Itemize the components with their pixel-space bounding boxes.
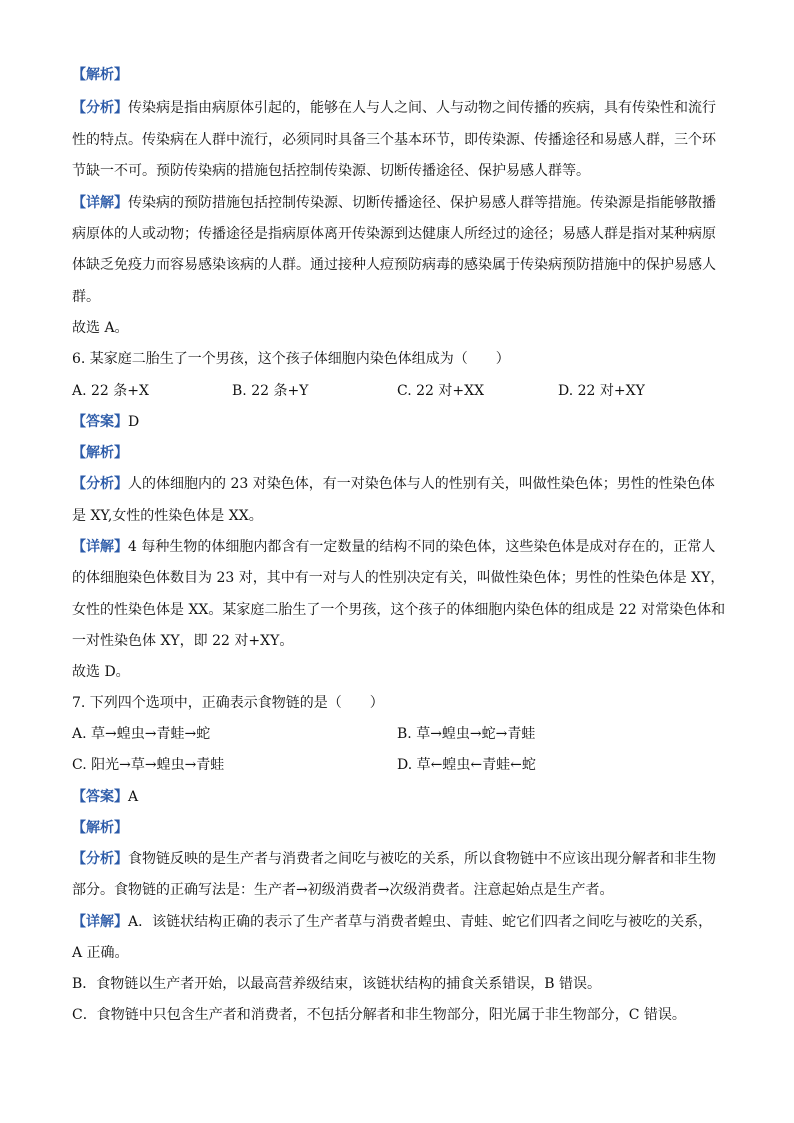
text-line: 一对性染色体 XY，即 22 对+XY。 (72, 633, 294, 649)
text-line: 女性的性染色体是 XX。某家庭二胎生了一个男孩，这个孩子的体细胞内染色体的组成是 22 对常染色体和 (72, 602, 726, 618)
q6-option-c: C. 22 对+XX (397, 383, 485, 399)
q7-answer (72, 787, 727, 807)
text-line: 传染病的预防措施包括控制传染源、切断传播途径、保护易感人群等措施。传染源是指能够散播 (128, 195, 716, 211)
analysis-paragraph (72, 98, 727, 118)
detail-paragraph (72, 537, 727, 557)
fenxi-tag: 【分析】 (72, 476, 128, 492)
text-line: 传染病是指由病原体引起的，能够在人与人之间、人与动物之间传播的疾病，具有传染性和流行 (128, 100, 716, 116)
q6-option-d: D. 22 对+XY (558, 383, 645, 399)
text-line: 体缺乏免疫力而容易感染该病的人群。通过接种人痘预防病毒的感染属于传染病预防措施中的保护易感人 (72, 257, 716, 273)
answer-line: 故选 A。 (72, 320, 129, 336)
text-line: 群。 (72, 289, 100, 305)
q7-option-b: B. 草→蝗虫→蛇→青蛙 (397, 726, 536, 742)
text-line: 的体细胞染色体数目为 23 对，其中有一对与人的性别决定有关，叫做性染色体；男性的性染色体是 XY， (72, 570, 725, 586)
text-line: 部分。食物链的正确写法是：生产者→初级消费者→次级消费者。注意起始点是生产者。 (72, 882, 614, 898)
xiangjie-tag: 【详解】 (72, 539, 128, 555)
analysis-paragraph (72, 849, 727, 869)
question-6-stem: 6. 某家庭二胎生了一个男孩，这个孩子体细胞内染色体组成为（ ） (72, 351, 510, 367)
q7-option-c: C. 阳光→草→蝗虫→青蛙 (72, 757, 225, 773)
answer-value: D (128, 414, 140, 430)
q6-option-b: B. 22 条+Y (232, 383, 309, 399)
answer-value: A (128, 789, 139, 805)
fenxi-tag: 【分析】 (72, 851, 128, 867)
text-line: 是 XY,女性的性染色体是 XX。 (72, 508, 263, 524)
answer-line: 故选 D。 (72, 664, 130, 680)
analysis-heading: 【解析】 (72, 445, 128, 461)
analysis-paragraph (72, 474, 727, 494)
text-line: C．食物链中只包含生产者和消费者，不包括分解者和非生物部分，阳光属于非生物部分，C 错误。 (72, 1007, 686, 1023)
analysis-heading: 【解析】 (72, 67, 128, 83)
text-line: 性的特点。传染病在人群中流行，必须同时具备三个基本环节，即传染源、传播途径和易感人群，三个环 (72, 132, 716, 148)
daan-tag: 【答案】 (72, 789, 128, 805)
text-line: A．该链状结构正确的表示了生产者草与消费者蝗虫、青蛙、蛇它们四者之间吃与被吃的关系， (128, 914, 713, 930)
xiangjie-tag: 【详解】 (72, 195, 128, 211)
detail-paragraph (72, 912, 727, 932)
daan-tag: 【答案】 (72, 414, 128, 430)
xiangjie-tag: 【详解】 (72, 914, 128, 930)
q6-option-a: A. 22 条+X (72, 383, 149, 399)
question-7-stem: 7. 下列四个选项中，正确表示食物链的是（ ） (72, 695, 384, 711)
text-line: 4 每种生物的体细胞内都含有一定数量的结构不同的染色体，这些染色体是成对存在的，正常人 (128, 539, 716, 555)
text-line: 病原体的人或动物；传播途径是指病原体离开传染源到达健康人所经过的途径；易感人群是指对某种病原 (72, 226, 716, 242)
text-line: 人的体细胞内的 23 对染色体，有一对染色体与人的性别有关，叫做性染色体；男性的性染色体 (128, 476, 715, 492)
q7-option-d: D. 草←蝗虫←青蛙←蛇 (397, 757, 536, 773)
detail-paragraph (72, 193, 727, 213)
fenxi-tag: 【分析】 (72, 100, 128, 116)
text-line: 节缺一不可。预防传染病的措施包括控制传染源、切断传播途径、保护易感人群等。 (72, 163, 590, 179)
text-line: 食物链反映的是生产者与消费者之间吃与被吃的关系，所以食物链中不应该出现分解者和非生物 (128, 851, 716, 867)
q6-answer (72, 412, 727, 432)
analysis-heading: 【解析】 (72, 820, 128, 836)
q7-option-a: A. 草→蝗虫→青蛙→蛇 (72, 726, 211, 742)
text-line: A 正确。 (72, 945, 129, 961)
text-line: B．食物链以生产者开始，以最高营养级结束，该链状结构的捕食关系错误，B 错误。 (72, 976, 602, 992)
